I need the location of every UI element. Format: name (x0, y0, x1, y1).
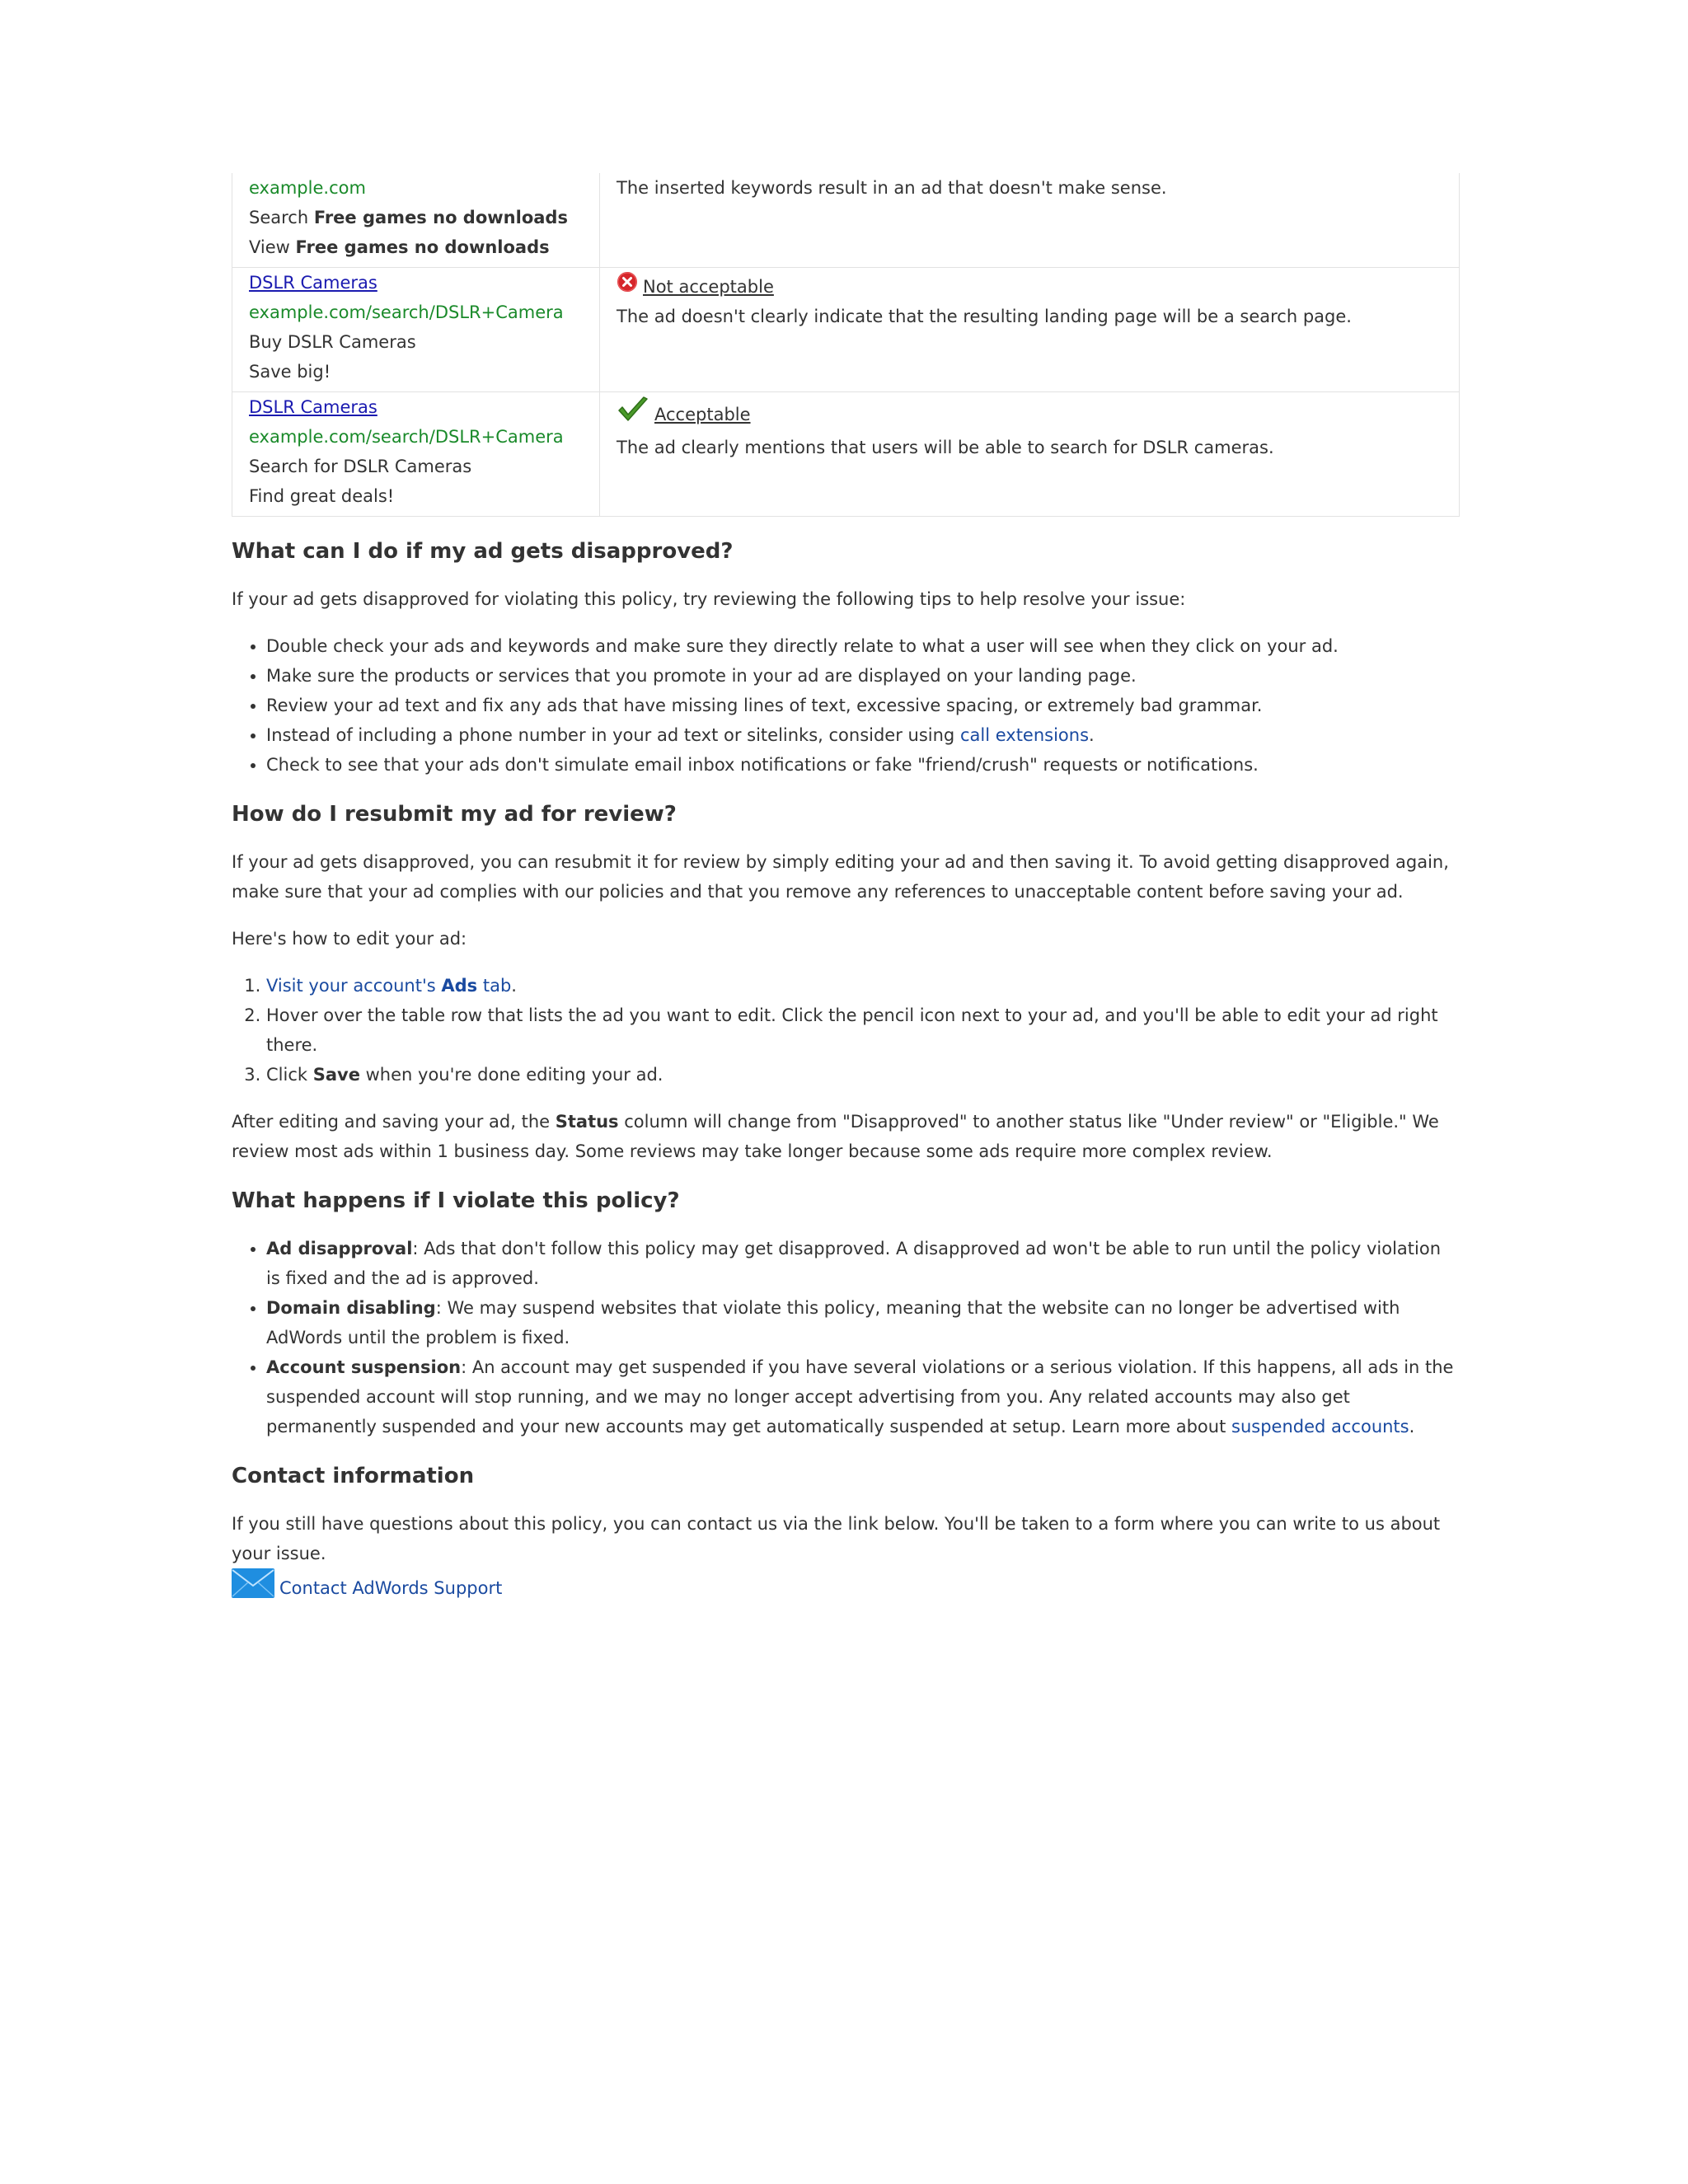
table-row (232, 268, 1460, 392)
list-item: 1. Visit your account's Ads tab. (266, 971, 1460, 1001)
list-item: • Ad disapproval: Ads that don't follow this policy may get disapproved. A disapproved ad won't be able to run until the policy violation is fixed and the ad is approved. (266, 1234, 1460, 1293)
resubmit-howto: Here's how to edit your ad: (232, 929, 467, 949)
example-ad-cell (232, 173, 600, 268)
examples-table (232, 173, 1460, 517)
consequences-list (232, 1234, 1460, 1441)
steps-list (232, 971, 1460, 1090)
suspended-accounts-link[interactable]: suspended accounts (1231, 1417, 1409, 1436)
ad-line-2: View Free games no downloads (249, 237, 550, 257)
resubmit-after: After editing and saving your ad, the Status column will change from "Disapproved" to another status like "Under review" or "Eligible." We review most ads within 1 business day. Some reviews may take longer because some ads require more complex review. (232, 1112, 1439, 1161)
ad-line-1: Buy DSLR Cameras (249, 332, 416, 352)
section-heading-violate: What happens if I violate this policy? (232, 1188, 680, 1213)
ad-title-link[interactable]: DSLR Cameras (249, 397, 377, 417)
list-item: • Check to see that your ads don't simulate email inbox notifications or fake "friend/crush" requests or notifications. (266, 750, 1460, 780)
list-item: 2. Hover over the table row that lists the ad you want to edit. Click the pencil icon next to your ad, and you'll be able to edit your ad right there. (266, 1001, 1460, 1060)
list-item: • Account suspension: An account may get suspended if you have several violations or a serious violation. If this happens, all ads in the suspended account will stop running, and we may no longer accept advertising from you. Any related accounts may also get permanently suspended and your new accounts may get automatically suspended at setup. Learn more about suspended accounts. (266, 1352, 1460, 1441)
x-circle-icon (617, 271, 638, 302)
policy-content (232, 173, 1460, 1607)
table-row (232, 173, 1460, 268)
call-extensions-link[interactable]: call extensions (959, 725, 1090, 745)
ad-display-url: example.com (249, 178, 366, 198)
section-heading-resubmit: How do I resubmit my ad for review? (232, 802, 677, 827)
ad-line-1: Search Free games no downloads (249, 208, 568, 227)
ad-line-2: Save big! (249, 362, 331, 382)
status-line (617, 271, 1442, 302)
contact-text: If you still have questions about this policy, you can contact us via the link below. You'll be taken to a form where you can write to us about your issue. (232, 1514, 1441, 1563)
section-heading-disapproved: What can I do if my ad gets disapproved? (232, 539, 734, 564)
ads-tab-link[interactable]: Visit your account's Ads tab (266, 976, 512, 996)
status-line (617, 396, 1442, 433)
list-item: • Make sure the products or services that you promote in your ad are displayed on your landing page. (266, 661, 1460, 691)
contact-support-link[interactable]: Contact AdWords Support (279, 1577, 503, 1598)
status-label: Acceptable (654, 404, 751, 424)
disapproved-intro: If your ad gets disapproved for violating this policy, try reviewing the following tips to help resolve your issue: (232, 589, 1186, 609)
section-heading-contact: Contact information (232, 1464, 475, 1488)
example-status-cell (600, 392, 1460, 517)
ad-display-url: example.com/search/DSLR+Camera (249, 302, 564, 322)
status-label: Not acceptable (643, 276, 774, 297)
list-item: • Domain disabling: We may suspend websites that violate this policy, meaning that the website can no longer be advertised with AdWords until the problem is fixed. (266, 1293, 1460, 1352)
envelope-icon[interactable] (232, 1568, 274, 1607)
example-ad-cell (232, 268, 600, 392)
ad-display-url: example.com/search/DSLR+Camera (249, 427, 564, 447)
example-status-cell (600, 268, 1460, 392)
list-item: 3. Click Save when you're done editing your ad. (266, 1060, 1460, 1090)
example-ad-cell (232, 392, 600, 517)
example-description: The inserted keywords result in an ad that doesn't make sense. (617, 178, 1167, 198)
ad-title-link[interactable]: DSLR Cameras (249, 273, 377, 293)
example-status-cell (600, 173, 1460, 268)
list-item: • Double check your ads and keywords and make sure they directly relate to what a user will see when they click on your ad. (266, 631, 1460, 661)
list-item: • Instead of including a phone number in your ad text or sitelinks, consider using call extensions. (266, 720, 1460, 750)
contact-row (232, 1568, 1460, 1607)
ad-line-1: Search for DSLR Cameras (249, 457, 472, 476)
example-description: The ad doesn't clearly indicate that the resulting landing page will be a search page. (617, 307, 1352, 326)
ad-line-2: Find great deals! (249, 486, 395, 506)
checkmark-icon (617, 396, 649, 433)
resubmit-intro: If your ad gets disapproved, you can resubmit it for review by simply editing your ad and then saving it. To avoid getting disapproved again, make sure that your ad complies with our policies and that you remove any references to unacceptable content before saving your ad. (232, 852, 1449, 902)
example-description: The ad clearly mentions that users will be able to search for DSLR cameras. (617, 438, 1274, 457)
list-item: • Review your ad text and fix any ads that have missing lines of text, excessive spacing, or extremely bad grammar. (266, 691, 1460, 720)
table-row (232, 392, 1460, 517)
tips-list (232, 631, 1460, 780)
